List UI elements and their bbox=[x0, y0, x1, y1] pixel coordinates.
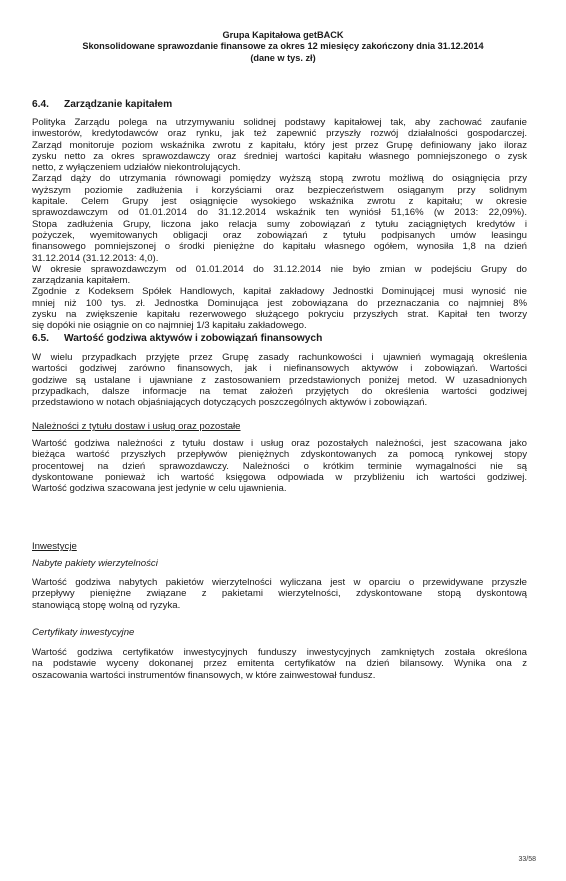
text-line: Zarząd dąży do utrzymania równowagi pomiędzy wyższą stopą zwrotu możliwą do osiągnięcia przy bbox=[32, 173, 527, 185]
section-title: Wartość godziwa aktywów i zobowiązań finansowych bbox=[64, 333, 323, 344]
text-line: przepływy pieniężne związane z pakietami wierzytelności, zdyskontowane stopą dyskontową bbox=[32, 588, 527, 600]
company-name: Grupa Kapitałowa getBACK bbox=[222, 30, 344, 40]
paragraph-capital-management bbox=[32, 117, 527, 332]
text-line: na podstawie wyceny dokonanej przez emitenta certyfikatów na dzień bilansowy. Wynika ona z bbox=[32, 658, 527, 670]
text-line: mniej niż 100 tys. zł. Jednostka Dominująca jest zobowiązana do przeznaczania co najmniej 8% bbox=[32, 297, 527, 309]
text-line: Stopa zadłużenia Grupy, liczona jako relacja sumy zobowiązań z tytułu zaciągniętych kredytów i bbox=[32, 218, 527, 230]
text-line: finansowego pomniejszonej o środki pieniężne do kapitału własnego ogółem, wynosiła 1,8 na dzień bbox=[32, 241, 527, 253]
text-line: zysku netto za okres sprawozdawczy oraz średniej wartości kapitału własnego pomniejszonego o zysk bbox=[32, 150, 527, 162]
text-line: zarządzania kapitałem. bbox=[32, 275, 131, 287]
text-line: pożyczek, wyemitowanych obligacji oraz zobowiązań z tytułu podpisanych umów leasingu bbox=[32, 229, 527, 241]
text-line: Zgodnie z Kodeksem Spółek Handlowych, kapitał zakładowy Jednostki Dominującej musi wynosić nie bbox=[32, 286, 527, 298]
text-line: wyższym poziomie zadłużenia i korzyściami oraz bezpieczeństwem osiąganym przy solidnym bbox=[32, 184, 527, 196]
text-line: się dopóki nie osiągnie on co najmniej 1/3 kapitału zakładowego. bbox=[32, 320, 307, 332]
text-line: Wartość godziwa certyfikatów inwestycyjnych funduszy inwestycyjnych zamkniętych została określona bbox=[32, 647, 527, 658]
text-line: sprawozdawczym od 01.01.2014 do 31.12.2014 wskaźnik ten wyniósł 51,16% (w 2013: 22,09%). bbox=[32, 207, 527, 219]
text-line: dyskontowane ponieważ ich wartość księgowa odpowiada w przybliżeniu ich wartości godziwej. bbox=[32, 471, 527, 483]
text-line: procentowej na dzień sprawozdawczy. Należności o krótkim terminie wymagalności nie są bbox=[32, 460, 527, 472]
text-line: oszacowania wartości instrumentów finansowych, w które zainwestował fundusz. bbox=[32, 669, 376, 681]
document-header bbox=[0, 30, 566, 64]
paragraph-fair-value-intro bbox=[32, 352, 527, 408]
subheading-debt-portfolios: Nabyte pakiety wierzytelności bbox=[32, 558, 158, 569]
units-note: (dane w tys. zł) bbox=[250, 52, 316, 63]
section-title: Zarządzanie kapitałem bbox=[64, 99, 173, 110]
text-line: Polityka Zarządu polega na utrzymywaniu solidnej podstawy kapitałowej tak, aby zachować zaufanie bbox=[32, 117, 527, 128]
text-line: przypadkach, dalsze informacje na temat założeń przyjętych do określenia wartości godziwej bbox=[32, 385, 527, 397]
page-number: 33/58 bbox=[518, 856, 536, 863]
text-line: Wartość godziwa należności z tytułu dostaw i usług oraz pozostałych należności, jest szacowana jako bbox=[32, 438, 527, 449]
section-heading-6-4 bbox=[32, 99, 172, 110]
section-heading-6-5 bbox=[32, 333, 322, 344]
subheading-investment-certificates: Certyfikaty inwestycyjne bbox=[32, 627, 135, 638]
text-line: Wartość godziwa nabytych pakietów wierzytelności wyliczana jest w oparciu o przewidywane przyszłe bbox=[32, 577, 527, 588]
paragraph-investment-certificates bbox=[32, 647, 527, 681]
paragraph-receivables bbox=[32, 438, 527, 494]
subheading-investments: Inwestycje bbox=[32, 541, 77, 552]
text-line: W okresie sprawozdawczym od 01.01.2014 do 31.12.2014 nie było zmian w podejściu Grupy do bbox=[32, 263, 527, 275]
section-number: 6.5. bbox=[32, 333, 49, 344]
text-line: netto, z wyłączeniem udziałów niekontrolujących. bbox=[32, 162, 241, 174]
text-line: stanowiącą stopę wolną od ryzyka. bbox=[32, 599, 181, 611]
text-line: wartości godziwej zarówno finansowych, jak i niefinansowych aktywów i zobowiązań. Wartości bbox=[32, 363, 527, 375]
text-line: Wartość godziwa szacowana jest jedynie w celu ujawnienia. bbox=[32, 483, 287, 495]
text-line: bieżąca wartość przyszłych przepływów pieniężnych zdyskontowanych za pomocą rynkowej stopy bbox=[32, 449, 527, 461]
text-line: kapitale. Celem Grupy jest osiągnięcie wysokiego wskaźnika zwrotu z kapitału; w okresie bbox=[32, 196, 527, 208]
section-number: 6.4. bbox=[32, 99, 49, 110]
text-line: W wielu przypadkach przyjęte przez Grupę zasady rachunkowości i ujawnień wymagają określenia bbox=[32, 352, 527, 363]
text-line: przedstawiono w notach objaśniających dotyczących poszczególnych aktywów i zobowiązań. bbox=[32, 397, 428, 409]
subheading-receivables: Należności z tytułu dostaw i usług oraz pozostałe bbox=[32, 421, 241, 432]
paragraph-debt-portfolios bbox=[32, 577, 527, 611]
text-line: 31.12.2014 (31.12.2013: 4,0). bbox=[32, 252, 159, 264]
text-line: Zarząd monitoruje poziom wskaźnika zwrotu z kapitału, który jest przez Grupę definiowany jako iloraz bbox=[32, 139, 527, 151]
text-line: zysku na zwiększenie kapitału rezerwowego służącego pokryciu przyszłych strat. Kapitał ten tworzy bbox=[32, 309, 527, 321]
text-line: godziwe są ustalane i ujawniane z zastosowaniem przedstawionych poniżej metod. W uzasadnionych bbox=[32, 374, 527, 386]
text-line: inwestorów, kredytodawców oraz rynku, jak też zapewnić przyszły rozwój działalności gospodarczej. bbox=[32, 128, 527, 140]
report-title: Skonsolidowane sprawozdanie finansowe za okres 12 miesięcy zakończony dnia 31.12.2014 bbox=[82, 41, 484, 52]
